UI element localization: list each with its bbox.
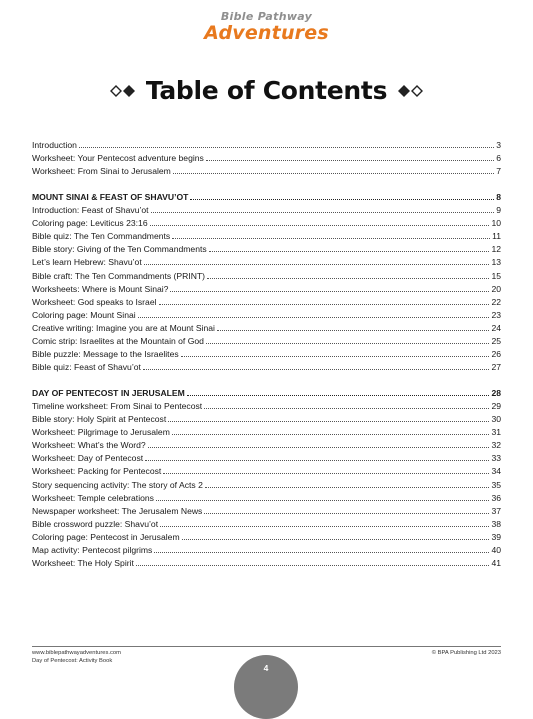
toc-entry-page: 10 bbox=[491, 218, 501, 229]
toc-entry-title: Worksheet: The Holy Spirit bbox=[32, 558, 134, 569]
page-number: 4 bbox=[263, 663, 269, 673]
toc-entry[interactable] bbox=[32, 228, 501, 241]
toc-entry-page: 32 bbox=[491, 440, 501, 451]
toc-entry-page: 12 bbox=[491, 244, 501, 255]
toc-entry[interactable] bbox=[32, 555, 501, 568]
toc-entry-page: 6 bbox=[496, 153, 501, 164]
toc-entry[interactable] bbox=[32, 294, 501, 307]
toc-entry-page: 24 bbox=[491, 322, 501, 333]
toc-entry-page: 40 bbox=[491, 545, 501, 555]
toc-entry-page: 34 bbox=[491, 466, 501, 477]
toc-entry-page: 37 bbox=[491, 505, 501, 516]
dot-leader bbox=[204, 408, 489, 409]
toc-entry-title: Bible quiz: Feast of Shavu’ot bbox=[32, 362, 141, 373]
footer-website: www.biblepathwayadventures.com bbox=[32, 650, 121, 656]
toc-entry-title: Comic strip: Israelites at the Mountain of God bbox=[32, 336, 204, 346]
dot-leader bbox=[209, 251, 490, 252]
toc-entry[interactable] bbox=[32, 150, 501, 163]
toc-entry[interactable] bbox=[32, 346, 501, 359]
toc-entry-title: Bible puzzle: Message to the Israelites bbox=[32, 349, 179, 360]
dot-leader bbox=[138, 317, 490, 318]
dot-leader bbox=[168, 421, 489, 422]
toc-entry-page: 26 bbox=[491, 349, 501, 360]
toc-entry-title: Introduction bbox=[32, 140, 77, 151]
dot-leader bbox=[154, 552, 489, 553]
dot-leader bbox=[206, 343, 489, 344]
toc-entry[interactable] bbox=[32, 359, 501, 372]
toc-entry-title: Introduction: Feast of Shavu’ot bbox=[32, 205, 149, 216]
toc-entry-title: Worksheet: From Sinai to Jerusalem bbox=[32, 166, 171, 177]
publisher-logo bbox=[0, 10, 533, 43]
dot-leader bbox=[163, 473, 489, 474]
dot-leader bbox=[156, 500, 489, 501]
toc-entry-title: Let’s learn Hebrew: Shavu’ot bbox=[32, 257, 142, 268]
toc-entry-title: Map activity: Pentecost pilgrims bbox=[32, 545, 153, 555]
dot-leader bbox=[182, 539, 490, 540]
dot-leader bbox=[136, 565, 490, 566]
dot-leader bbox=[204, 513, 489, 514]
toc-entry-title: Bible crossword puzzle: Shavu’ot bbox=[32, 518, 159, 529]
toc-entry-title: Newspaper worksheet: The Jerusalem News bbox=[32, 505, 203, 516]
toc-entry[interactable] bbox=[32, 307, 501, 320]
footer-left bbox=[32, 650, 121, 665]
toc-entry-title: Worksheet: Your Pentecost adventure begins bbox=[32, 153, 204, 164]
toc-section-heading[interactable] bbox=[32, 189, 501, 202]
toc-entry-title: Worksheet: What’s the Word? bbox=[32, 440, 146, 451]
toc-entry-page: 22 bbox=[491, 296, 501, 307]
toc-entry[interactable] bbox=[32, 516, 501, 529]
toc-entry[interactable] bbox=[32, 202, 501, 215]
toc-entry-page: 30 bbox=[491, 414, 501, 425]
toc-entry-page: 31 bbox=[491, 427, 501, 438]
toc-entry-page: 41 bbox=[491, 558, 501, 569]
toc-entry-page: 33 bbox=[491, 453, 501, 464]
dot-leader bbox=[207, 278, 489, 279]
dot-leader bbox=[160, 526, 489, 527]
toc-entry[interactable] bbox=[32, 450, 501, 463]
toc-entry-title: Bible quiz: The Ten Commandments bbox=[32, 231, 171, 242]
dot-leader bbox=[170, 291, 489, 292]
diamond-ornament-left-icon bbox=[110, 84, 137, 98]
toc-entry-title: Worksheet: Temple celebrations bbox=[32, 492, 154, 503]
toc-entry[interactable] bbox=[32, 529, 501, 542]
section-pentecost-jerusalem bbox=[32, 385, 501, 568]
toc-entry-title: Bible story: Giving of the Ten Commandments bbox=[32, 244, 207, 255]
dot-leader bbox=[143, 369, 490, 370]
toc-entry-page: 7 bbox=[496, 166, 501, 177]
logo-top-text: Bible Pathway bbox=[220, 10, 313, 23]
toc-entry[interactable] bbox=[32, 241, 501, 254]
toc-entry-page: 25 bbox=[491, 336, 501, 346]
section-heading-page: 8 bbox=[496, 191, 501, 202]
toc-entry[interactable] bbox=[32, 281, 501, 294]
toc-entry-title: Worksheet: Pilgrimage to Jerusalem bbox=[32, 427, 170, 438]
page-title: Table of Contents bbox=[145, 76, 388, 105]
toc-entry-page: 39 bbox=[491, 531, 501, 542]
toc-entry-page: 13 bbox=[491, 257, 501, 268]
dot-leader bbox=[159, 304, 490, 305]
toc-entry-title: Worksheet: God speaks to Israel bbox=[32, 296, 157, 307]
toc-entry-page: 29 bbox=[491, 400, 501, 411]
dot-leader bbox=[173, 173, 494, 174]
dot-leader bbox=[190, 199, 494, 200]
toc-entry-title: Bible craft: The Ten Commandments (PRINT) bbox=[32, 270, 206, 281]
title-row bbox=[0, 76, 533, 105]
toc-entry[interactable] bbox=[32, 424, 501, 437]
dot-leader bbox=[148, 447, 490, 448]
toc-entry[interactable] bbox=[32, 476, 501, 489]
dot-leader bbox=[187, 395, 490, 396]
toc-entry-title: Timeline worksheet: From Sinai to Pentecost bbox=[32, 400, 203, 411]
toc-entry[interactable] bbox=[32, 215, 501, 228]
toc-entry[interactable] bbox=[32, 137, 501, 150]
toc-entry-page: 38 bbox=[491, 518, 501, 529]
dot-leader bbox=[206, 160, 494, 161]
section-heading-page: 28 bbox=[491, 387, 501, 398]
dot-leader bbox=[172, 434, 490, 435]
footer-copyright: © BPA Publishing Ltd 2023 bbox=[431, 650, 501, 656]
toc-entry-title: Worksheet: Day of Pentecost bbox=[32, 453, 144, 464]
toc-entry[interactable] bbox=[32, 437, 501, 450]
section-mount-sinai bbox=[32, 189, 501, 372]
dot-leader bbox=[151, 212, 495, 213]
footer-divider bbox=[32, 646, 501, 647]
toc-entry-page: 9 bbox=[496, 205, 501, 216]
toc-entry-page: 36 bbox=[491, 492, 501, 503]
footer-book-title: Day of Pentecost: Activity Book bbox=[32, 657, 113, 664]
toc-entry[interactable] bbox=[32, 490, 501, 503]
toc-entry-title: Coloring page: Pentecost in Jerusalem bbox=[32, 531, 180, 542]
dot-leader bbox=[145, 460, 489, 461]
toc-entry[interactable] bbox=[32, 503, 501, 516]
toc-entry-page: 23 bbox=[491, 309, 501, 320]
toc-entry-page: 20 bbox=[491, 283, 501, 294]
dot-leader bbox=[172, 238, 490, 239]
toc-entry-title: Story sequencing activity: The story of Acts 2 bbox=[32, 479, 203, 490]
dot-leader bbox=[79, 147, 494, 148]
toc-entry[interactable] bbox=[32, 254, 501, 267]
section-heading-title: DAY OF PENTECOST IN JERUSALEM bbox=[32, 387, 185, 398]
section-gap bbox=[32, 176, 501, 189]
toc-entry[interactable] bbox=[32, 320, 501, 333]
toc-entry[interactable] bbox=[32, 163, 501, 176]
diamond-ornament-right-icon bbox=[396, 84, 423, 98]
toc-entry[interactable] bbox=[32, 267, 501, 280]
toc-entry-title: Bible story: Holy Spirit at Pentecost bbox=[32, 414, 167, 425]
toc-entry-title: Worksheets: Where is Mount Sinai? bbox=[32, 283, 169, 294]
toc-section-heading[interactable] bbox=[32, 385, 501, 398]
toc-entry-title: Coloring page: Mount Sinai bbox=[32, 309, 136, 320]
toc-entry[interactable] bbox=[32, 398, 501, 411]
toc-entry-page: 15 bbox=[491, 270, 501, 281]
logo-main-text: Adventures bbox=[204, 22, 329, 44]
toc-entry-page: 35 bbox=[491, 479, 501, 490]
toc-entry[interactable] bbox=[32, 333, 501, 346]
toc-entry-page: 11 bbox=[492, 231, 501, 242]
toc-entry-title: Creative writing: Imagine you are at Mount Sinai bbox=[32, 322, 215, 333]
toc-entry[interactable] bbox=[32, 542, 501, 555]
toc-entry[interactable] bbox=[32, 411, 501, 424]
toc-entry-title: Worksheet: Packing for Pentecost bbox=[32, 466, 162, 477]
dot-leader bbox=[205, 487, 490, 488]
toc-entry-page: 3 bbox=[496, 140, 501, 151]
section-heading-title: MOUNT SINAI & FEAST OF SHAVU’OT bbox=[32, 191, 189, 202]
toc-entry-page: 27 bbox=[491, 362, 501, 373]
dot-leader bbox=[150, 225, 490, 226]
dot-leader bbox=[144, 264, 490, 265]
toc-entry-title: Coloring page: Leviticus 23:16 bbox=[32, 218, 148, 229]
dot-leader bbox=[181, 356, 490, 357]
table-of-contents bbox=[32, 137, 501, 568]
dot-leader bbox=[217, 330, 489, 331]
intro-group bbox=[32, 137, 501, 176]
toc-entry[interactable] bbox=[32, 463, 501, 476]
section-gap bbox=[32, 372, 501, 385]
